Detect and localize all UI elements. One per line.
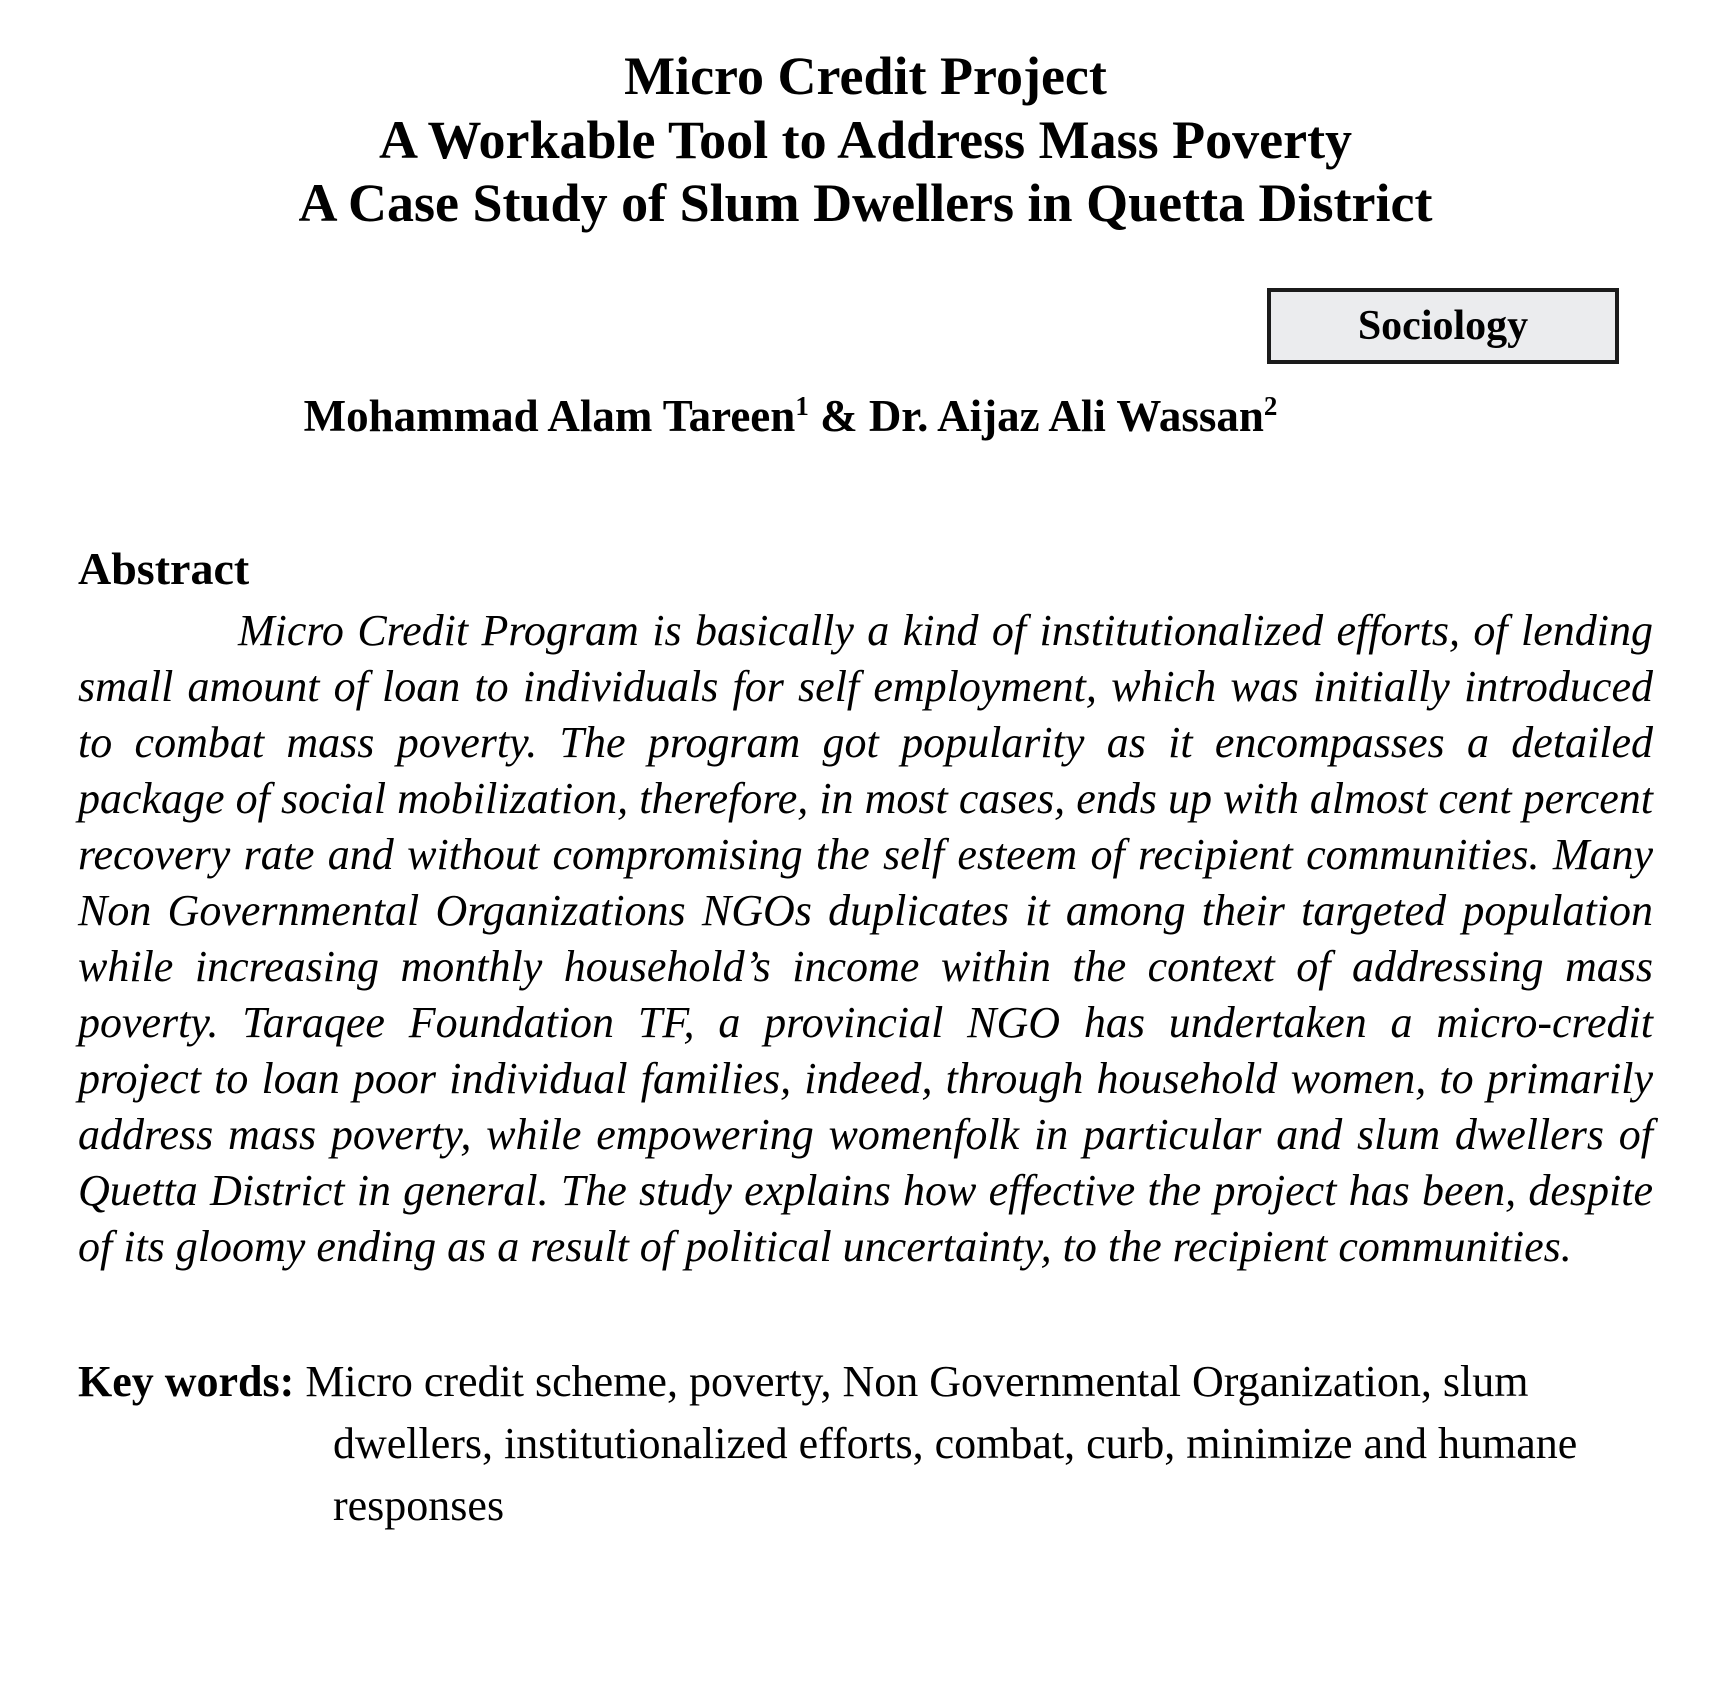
author2-footnote-marker: 2 [1263, 391, 1278, 422]
keywords-text: Micro credit scheme, poverty, Non Governmental Organization, slum dwellers, institutionalized efforts, combat, curb, minimize and humane responses [305, 1357, 1578, 1531]
author1-name: Mohammad Alam Tareen [303, 391, 796, 442]
badge-row [78, 288, 1653, 364]
abstract-section [78, 542, 1653, 1275]
abstract-heading: Abstract [78, 543, 250, 595]
title-line-3: A Case Study of Slum Dwellers in Quetta District [298, 173, 1433, 234]
abstract-text: Micro Credit Program is basically a kind of institutionalized efforts, of lending small amount of loan to individuals for self employment, which was initially introduced to combat mass poverty. The program got popularity as it encompasses a detailed package of social mobilization, therefore, in most cases, ends up with almost cent percent recovery rate and without compromising the self esteem of recipient communities. Many Non Governmental Organizations NGOs duplicates it among their targeted population while increasing monthly household’s income within the context of addressing mass poverty. Taraqee Foundation TF, a provincial NGO has undertaken a micro-credit project to loan poor individual families, indeed, through household women, to primarily address mass poverty, while empowering womenfolk in particular and slum dwellers of Quetta District in general. The study explains how effective the project has been, despite of its gloomy ending as a result of political uncertainty, to the recipient communities. [78, 606, 1653, 1272]
authors-separator: & [808, 391, 869, 442]
paper-title [78, 45, 1653, 236]
title-line-2: A Workable Tool to Address Mass Poverty [378, 109, 1353, 170]
subject-badge: Sociology [1267, 288, 1619, 364]
author1-footnote-marker: 1 [795, 391, 809, 422]
authors-line [78, 390, 1653, 442]
author2-name: Dr. Aijaz Ali Wassan [868, 391, 1264, 442]
keywords-label: Key words: [78, 1357, 295, 1407]
keywords-section [78, 1351, 1653, 1537]
title-line-1: Micro Credit Project [624, 46, 1107, 106]
